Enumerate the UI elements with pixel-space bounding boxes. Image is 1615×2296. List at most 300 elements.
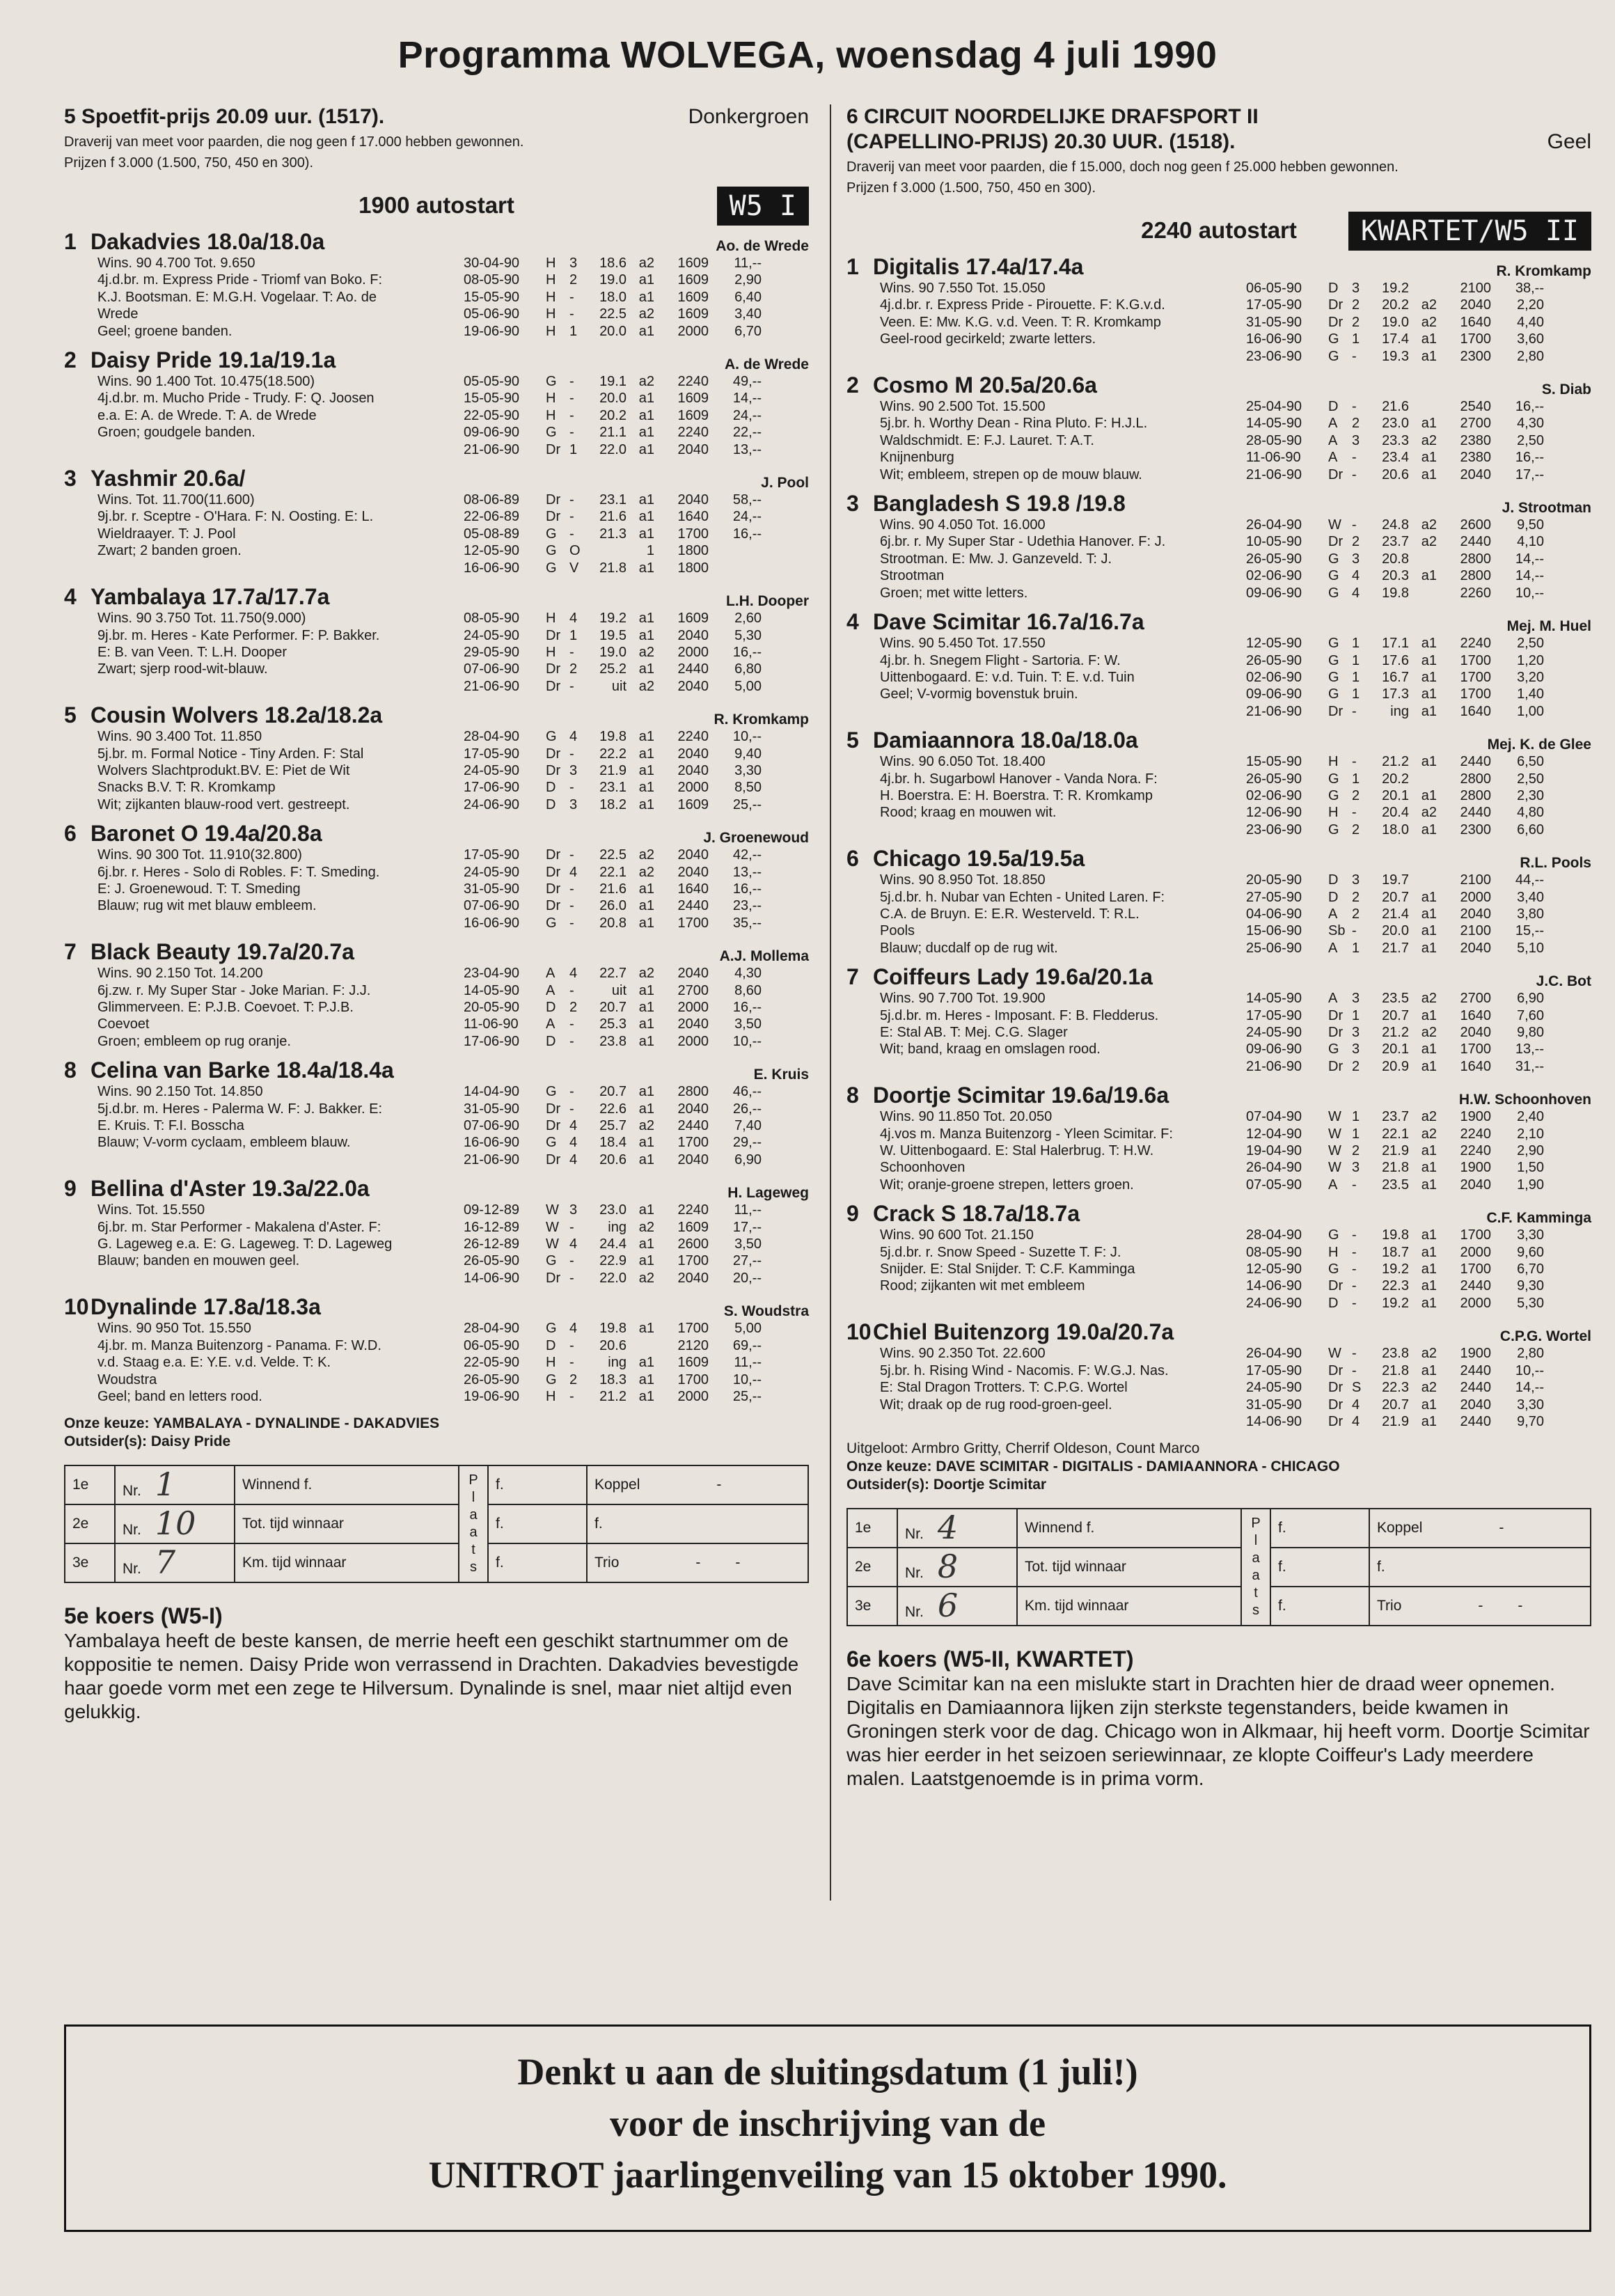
run-distance: 1609 <box>677 306 709 322</box>
horse-info-line: Blauw; banden en mouwen geel. <box>97 1253 300 1269</box>
run-place: 4 <box>569 864 578 880</box>
run-place: - <box>569 1253 574 1269</box>
f-cell: f. <box>1270 1548 1369 1587</box>
run-date: 26-05-90 <box>464 1253 520 1269</box>
horse-name: Dynalinde 17.8a/18.3a <box>90 1294 321 1320</box>
run-distance: 2800 <box>677 1084 709 1100</box>
run-date: 21-06-90 <box>1246 703 1302 719</box>
notice-line-3: UNITROT jaarlingenveiling van 15 oktober 1990. <box>428 2154 1227 2196</box>
past-run <box>464 897 809 914</box>
horse-info-line: Wins. Tot. 11.700(11.600) <box>97 492 255 508</box>
past-run <box>1246 1345 1591 1362</box>
past-run <box>464 1371 809 1388</box>
run-date: 12-05-90 <box>1246 636 1302 652</box>
horse-number: 9 <box>64 1176 77 1202</box>
horse-body <box>64 1320 809 1405</box>
horse-number: 4 <box>846 609 859 635</box>
run-payout: 9,50 <box>1517 517 1544 533</box>
run-time: 19.3 <box>1382 348 1409 364</box>
handwritten-number: 6 <box>937 1587 959 1625</box>
run-date: 14-06-90 <box>1246 1413 1302 1429</box>
run-time: 23.8 <box>1382 1346 1409 1362</box>
run-date: 25-06-90 <box>1246 940 1302 956</box>
past-run <box>1246 449 1591 466</box>
run-track: G <box>1328 585 1339 601</box>
run-payout: 49,-- <box>732 374 762 390</box>
f-cell: f. <box>1270 1509 1369 1548</box>
handwritten-number: 1 <box>155 1465 176 1504</box>
run-place: 2 <box>569 272 578 288</box>
run-date: 07-06-90 <box>464 661 520 677</box>
horse-number: 2 <box>846 372 859 398</box>
run-start: a1 <box>638 526 654 542</box>
horse-name-line <box>64 702 382 728</box>
run-start: a1 <box>1421 416 1437 432</box>
horse-info-line: Wolvers Slachtprodukt.BV. E: Piet de Wit <box>97 762 350 778</box>
run-date: 26-04-90 <box>1246 1346 1302 1362</box>
run-payout: 2,80 <box>1517 348 1544 364</box>
run-distance: 2240 <box>1460 1126 1491 1142</box>
past-run <box>1246 314 1591 331</box>
run-start: a1 <box>1421 652 1437 668</box>
run-distance: 2040 <box>677 492 709 508</box>
run-distance: 2440 <box>677 898 709 914</box>
horse-info-line: K.J. Bootsman. E: M.G.H. Vogelaar. T: Ao. de <box>97 289 377 305</box>
run-track: Dr <box>546 1270 561 1286</box>
horse-name: Cosmo M 20.5a/20.6a <box>873 372 1097 398</box>
run-payout: 3,20 <box>1517 669 1544 685</box>
horse-trainer: R. Kromkamp <box>1496 263 1591 279</box>
horse-name: Crack S 18.7a/18.7a <box>873 1201 1080 1227</box>
past-run <box>1246 906 1591 922</box>
horse-name: Bellina d'Aster 19.3a/22.0a <box>90 1176 370 1202</box>
run-track: Dr <box>1328 297 1344 313</box>
run-distance: 1700 <box>1460 1041 1491 1057</box>
run-date: 17-06-90 <box>464 780 520 796</box>
past-run <box>1246 585 1591 601</box>
run-time: 20.8 <box>599 915 627 931</box>
run-time: 20.6 <box>599 1151 627 1167</box>
place-cell: 1e <box>847 1509 897 1548</box>
run-distance: 2240 <box>677 425 709 441</box>
run-place: 4 <box>569 966 578 982</box>
horse-header <box>64 1057 809 1083</box>
run-payout: 2,10 <box>1517 1126 1544 1142</box>
past-run <box>1246 331 1591 347</box>
run-start: a1 <box>638 272 654 288</box>
run-date: 05-06-90 <box>464 306 520 322</box>
run-time: 22.0 <box>599 1270 627 1286</box>
run-time: 22.0 <box>599 441 627 457</box>
run-place: 2 <box>1352 297 1360 313</box>
run-date: 09-06-90 <box>464 425 520 441</box>
run-distance: 1700 <box>1460 669 1491 685</box>
run-date: 02-06-90 <box>1246 669 1302 685</box>
withdrawn: Uitgeloot: Armbro Gritty, Cherrif Oldeson, Count Marco <box>846 1440 1200 1457</box>
horse-name-line <box>846 1082 1169 1108</box>
outsiders: Outsider(s): Doortje Scimitar <box>846 1477 1047 1493</box>
run-place: - <box>569 526 574 542</box>
run-track: Dr <box>1328 466 1344 482</box>
run-track: Dr <box>546 1118 561 1134</box>
run-distance: 2440 <box>1460 1380 1491 1396</box>
run-start: a1 <box>1421 923 1437 939</box>
run-date: 14-04-90 <box>464 1084 520 1100</box>
horse-info-line: Snijder. E: Stal Snijder. T: C.F. Kamminga <box>880 1261 1135 1277</box>
run-date: 15-05-90 <box>464 289 520 305</box>
run-payout: 25,-- <box>732 796 762 812</box>
run-payout: 3,30 <box>1517 1227 1544 1243</box>
horse-info-line: Geel; band en letters rood. <box>97 1388 262 1404</box>
run-start: a1 <box>638 1253 654 1269</box>
horse-info-line: 4j.br. m. Manza Buitenzorg - Panama. F: W.D. <box>97 1337 381 1353</box>
past-run <box>464 1252 809 1269</box>
past-run <box>1246 1295 1591 1312</box>
nr-cell <box>897 1587 1017 1626</box>
run-date: 07-05-90 <box>1246 1177 1302 1193</box>
past-run <box>1246 1058 1591 1075</box>
horse-body <box>846 872 1591 957</box>
run-payout: 13,-- <box>732 864 762 880</box>
run-payout: 6,50 <box>1517 754 1544 770</box>
horse-info-line: 6j.br. m. Star Performer - Makalena d'Aster. F: <box>97 1219 381 1235</box>
horse-trainer: A.J. Mollema <box>719 948 809 965</box>
horse-info-line: Wins. 90 300 Tot. 11.910(32.800) <box>97 847 302 863</box>
run-track: W <box>1328 517 1341 533</box>
past-run <box>464 1083 809 1100</box>
run-start: a1 <box>638 1000 654 1015</box>
run-track: Dr <box>546 864 561 880</box>
past-run <box>464 272 809 288</box>
past-run <box>1246 1413 1591 1430</box>
run-track: W <box>546 1236 559 1252</box>
run-time: 20.2 <box>599 407 627 423</box>
run-track: Dr <box>1328 1007 1344 1023</box>
result-row <box>847 1587 1591 1626</box>
run-start: a1 <box>1421 450 1437 466</box>
past-run <box>464 1134 809 1151</box>
run-payout: 1,50 <box>1517 1160 1544 1176</box>
run-time: 26.0 <box>599 898 627 914</box>
run-distance: 1609 <box>677 289 709 305</box>
winner-label-cell: Winnend f. <box>1017 1509 1241 1548</box>
run-time: 21.2 <box>1382 754 1409 770</box>
run-payout: 4,10 <box>1517 534 1544 550</box>
run-place: 3 <box>1352 432 1360 448</box>
past-run <box>1246 1397 1591 1413</box>
horse-number: 8 <box>846 1083 859 1108</box>
horse-runs <box>1242 1345 1591 1430</box>
horse-trainer: Mej. K. de Glee <box>1487 737 1591 753</box>
run-distance: 2000 <box>677 1000 709 1015</box>
run-distance: 2040 <box>1460 1177 1491 1193</box>
horse-info-line: Blauw; V-vorm cyclaam, embleem blauw. <box>97 1135 351 1151</box>
run-time: 23.1 <box>599 780 627 796</box>
run-place: - <box>569 1337 574 1353</box>
past-run <box>1246 280 1591 297</box>
horse-body <box>64 492 809 576</box>
run-distance: 2040 <box>677 966 709 982</box>
horse-name: Bangladesh S 19.8 /19.8 <box>873 491 1126 517</box>
run-payout: 14,-- <box>1515 1380 1544 1396</box>
run-place: - <box>569 1084 574 1100</box>
run-payout: 1,20 <box>1517 652 1544 668</box>
nr-label: Nr. <box>905 1604 924 1621</box>
run-time: 22.3 <box>1382 1380 1409 1396</box>
past-run <box>1246 686 1591 702</box>
horse-info-line: Wit; band, kraag en omslagen rood. <box>880 1041 1101 1057</box>
run-track: G <box>546 1253 557 1269</box>
run-place: - <box>569 425 574 441</box>
run-track: Dr <box>546 1101 561 1117</box>
horse-info-line: Pools <box>880 923 915 939</box>
run-start: a1 <box>1421 754 1437 770</box>
run-date: 26-12-89 <box>464 1236 520 1252</box>
run-payout: 3,30 <box>734 762 762 778</box>
run-time: 20.0 <box>599 391 627 407</box>
run-payout: 38,-- <box>1515 281 1544 296</box>
run-payout: 3,60 <box>1517 331 1544 347</box>
run-date: 23-04-90 <box>464 966 520 982</box>
horse-entry <box>846 608 1591 720</box>
horse-info <box>64 610 459 695</box>
winner-label-cell: Winnend f. <box>235 1465 459 1504</box>
run-payout: 5,00 <box>734 1321 762 1337</box>
plaats-letter: a <box>1252 1550 1260 1566</box>
run-place: - <box>569 1355 574 1371</box>
run-date: 07-06-90 <box>464 898 520 914</box>
run-payout: 3,50 <box>734 1236 762 1252</box>
run-place: - <box>569 780 574 796</box>
run-track: G <box>1328 1261 1339 1277</box>
run-start: a1 <box>1421 1177 1437 1193</box>
run-start <box>627 1337 654 1354</box>
horse-info-line: Wins. 90 6.050 Tot. 18.400 <box>880 754 1046 770</box>
plaats-letter: t <box>471 1542 475 1558</box>
past-run <box>464 407 809 424</box>
run-payout: 13,-- <box>1515 1041 1544 1057</box>
horse-info-line: Wins. Tot. 15.550 <box>97 1202 205 1218</box>
horse-body <box>846 1227 1591 1312</box>
run-payout: 10,-- <box>1515 585 1544 601</box>
run-payout: 2,40 <box>1517 1109 1544 1125</box>
run-time: 19.2 <box>1382 1295 1409 1311</box>
run-place: 3 <box>1352 281 1360 296</box>
horse-trainer: C.F. Kamminga <box>1486 1210 1591 1227</box>
horse-trainer: H.W. Schoonhoven <box>1458 1092 1591 1108</box>
race-conditions: Prijzen f 3.000 (1.500, 750, 450 en 300). <box>846 180 1096 196</box>
past-run <box>464 982 809 999</box>
run-distance: 2000 <box>677 780 709 796</box>
run-place: 3 <box>569 1202 578 1218</box>
run-track: Dr <box>546 1151 561 1167</box>
run-track: G <box>1328 821 1339 838</box>
past-run <box>464 728 809 745</box>
run-place: 2 <box>1352 416 1360 432</box>
run-time: ing <box>608 1355 627 1371</box>
run-time: 23.8 <box>599 1033 627 1049</box>
run-track: G <box>546 729 557 745</box>
horse-number: 6 <box>846 846 859 872</box>
horse-info-line: Schoonhoven <box>880 1160 966 1176</box>
run-place: 4 <box>569 1118 578 1134</box>
run-start: a2 <box>1421 1380 1437 1396</box>
run-start: a1 <box>638 796 654 812</box>
horse-info <box>64 255 459 340</box>
race-title-line: 6 CIRCUIT NOORDELIJKE DRAFSPORT II <box>846 105 1259 128</box>
horse-name-line <box>64 583 329 610</box>
horse-name: Chiel Buitenzorg 19.0a/20.7a <box>873 1319 1174 1345</box>
race-6-column <box>846 104 1591 1791</box>
run-place: 2 <box>1352 1058 1360 1074</box>
run-date: 23-06-90 <box>1246 348 1302 364</box>
run-track: H <box>546 255 556 271</box>
horse-name: Coiffeurs Lady 19.6a/20.1a <box>873 964 1153 990</box>
result-row <box>65 1543 808 1582</box>
run-start: a1 <box>1421 1261 1437 1277</box>
run-payout: 9,40 <box>734 746 762 762</box>
horse-name: Damiaannora 18.0a/18.0a <box>873 728 1138 753</box>
run-payout: 69,-- <box>732 1337 762 1353</box>
horse-entry <box>846 845 1591 957</box>
horse-info <box>846 753 1242 838</box>
plaats-letter: s <box>1252 1603 1259 1619</box>
horse-info-line: 4j.d.br. m. Mucho Pride - Trudy. F: Q. Joosen <box>97 391 375 407</box>
run-time: 21.8 <box>599 560 627 576</box>
horse-info <box>64 847 459 931</box>
run-place: 4 <box>569 729 578 745</box>
horse-name: Celina van Barke 18.4a/18.4a <box>90 1057 394 1083</box>
horse-header <box>846 727 1591 753</box>
run-time: 23.3 <box>1382 432 1409 448</box>
horse-name-line <box>846 1319 1174 1345</box>
horse-header <box>64 347 809 373</box>
horse-info-line: 5j.br. m. Formal Notice - Tiny Arden. F: Stal <box>97 746 364 762</box>
horse-info-line: Wins. 90 2.150 Tot. 14.200 <box>97 966 263 982</box>
run-track: D <box>546 796 556 812</box>
run-date: 23-06-90 <box>1246 821 1302 838</box>
run-date: 16-06-90 <box>464 560 520 576</box>
run-date: 27-05-90 <box>1246 889 1302 905</box>
run-time: 20.3 <box>1382 568 1409 584</box>
past-run <box>464 560 809 576</box>
run-start: a1 <box>1421 1413 1437 1429</box>
horse-entry <box>64 1057 809 1168</box>
run-date: 08-05-90 <box>1246 1244 1302 1260</box>
run-place: - <box>569 1219 574 1235</box>
run-time: 23.0 <box>599 1202 627 1218</box>
run-track: Dr <box>1328 1362 1344 1378</box>
run-date: 24-06-90 <box>464 796 520 812</box>
horse-runs <box>1242 990 1591 1075</box>
run-time: 21.7 <box>1382 940 1409 956</box>
nr-cell <box>115 1504 235 1543</box>
run-place: - <box>1352 923 1357 939</box>
bet-cell <box>1369 1509 1591 1548</box>
run-payout: 46,-- <box>732 1084 762 1100</box>
horse-info-line: 4j.br. h. Snegem Flight - Sartoria. F: W. <box>880 652 1121 668</box>
run-distance: 2380 <box>1460 432 1491 448</box>
run-place: 4 <box>1352 568 1360 584</box>
run-start: a2 <box>638 1219 654 1235</box>
run-track: G <box>1328 331 1339 347</box>
run-place: 2 <box>1352 906 1360 922</box>
run-place: 3 <box>569 255 578 271</box>
run-start: a2 <box>638 306 654 322</box>
run-place: - <box>1352 703 1357 719</box>
dash: - <box>1518 1598 1523 1614</box>
run-distance: 2440 <box>677 1118 709 1134</box>
run-place: 2 <box>1352 1143 1360 1159</box>
run-track: Dr <box>546 746 561 762</box>
past-run <box>1246 348 1591 365</box>
run-track: W <box>546 1202 559 1218</box>
run-track: H <box>1328 805 1339 821</box>
past-run <box>464 779 809 796</box>
run-time: 21.6 <box>599 509 627 525</box>
run-place: 1 <box>1352 940 1360 956</box>
horse-runs <box>459 1202 809 1287</box>
run-payout: 1,40 <box>1517 686 1544 702</box>
run-place: - <box>569 391 574 407</box>
horse-number: 8 <box>64 1057 77 1083</box>
run-track: G <box>1328 1227 1339 1243</box>
run-distance: 2040 <box>677 746 709 762</box>
run-distance: 2000 <box>1460 1295 1491 1311</box>
run-distance: 2600 <box>677 1236 709 1252</box>
f-cell: f. <box>488 1465 587 1504</box>
run-time: 17.4 <box>1382 331 1409 347</box>
run-date: 17-05-90 <box>464 746 520 762</box>
run-date: 19-06-90 <box>464 1388 520 1404</box>
run-date: 24-06-90 <box>1246 1295 1302 1311</box>
run-track: Dr <box>546 881 561 897</box>
run-date: 24-05-90 <box>464 864 520 880</box>
run-track: D <box>546 1000 556 1015</box>
horse-header <box>846 1200 1591 1227</box>
horse-header <box>846 845 1591 872</box>
run-place: - <box>1352 450 1357 466</box>
horse-name: Doortje Scimitar 19.6a/19.6a <box>873 1083 1169 1108</box>
run-date: 05-08-89 <box>464 526 520 542</box>
run-distance: 2040 <box>677 847 709 863</box>
run-start: a1 <box>638 1321 654 1337</box>
run-track: W <box>1328 1346 1341 1362</box>
horse-info-line: Wins. 90 2.500 Tot. 15.500 <box>880 399 1046 415</box>
run-payout: 10,-- <box>732 729 762 745</box>
run-time: 19.2 <box>599 611 627 627</box>
run-place: - <box>1352 466 1357 482</box>
run-payout: 8,60 <box>734 982 762 998</box>
run-place: - <box>569 982 574 998</box>
run-time: 23.7 <box>1382 534 1409 550</box>
run-time: 23.4 <box>1382 450 1409 466</box>
horse-runs <box>459 965 809 1050</box>
run-place: - <box>1352 348 1357 364</box>
run-track: A <box>1328 1177 1338 1193</box>
run-track: H <box>546 1388 556 1404</box>
horse-entry <box>64 583 809 695</box>
past-run <box>464 1202 809 1218</box>
horse-entry <box>846 372 1591 483</box>
run-start: a1 <box>1421 787 1437 803</box>
run-place: 3 <box>1352 551 1360 567</box>
race-5-column <box>64 104 809 1724</box>
run-time: 18.4 <box>599 1135 627 1151</box>
run-start: a1 <box>638 289 654 305</box>
f-label: f. <box>594 1516 603 1532</box>
run-date: 14-05-90 <box>1246 991 1302 1007</box>
